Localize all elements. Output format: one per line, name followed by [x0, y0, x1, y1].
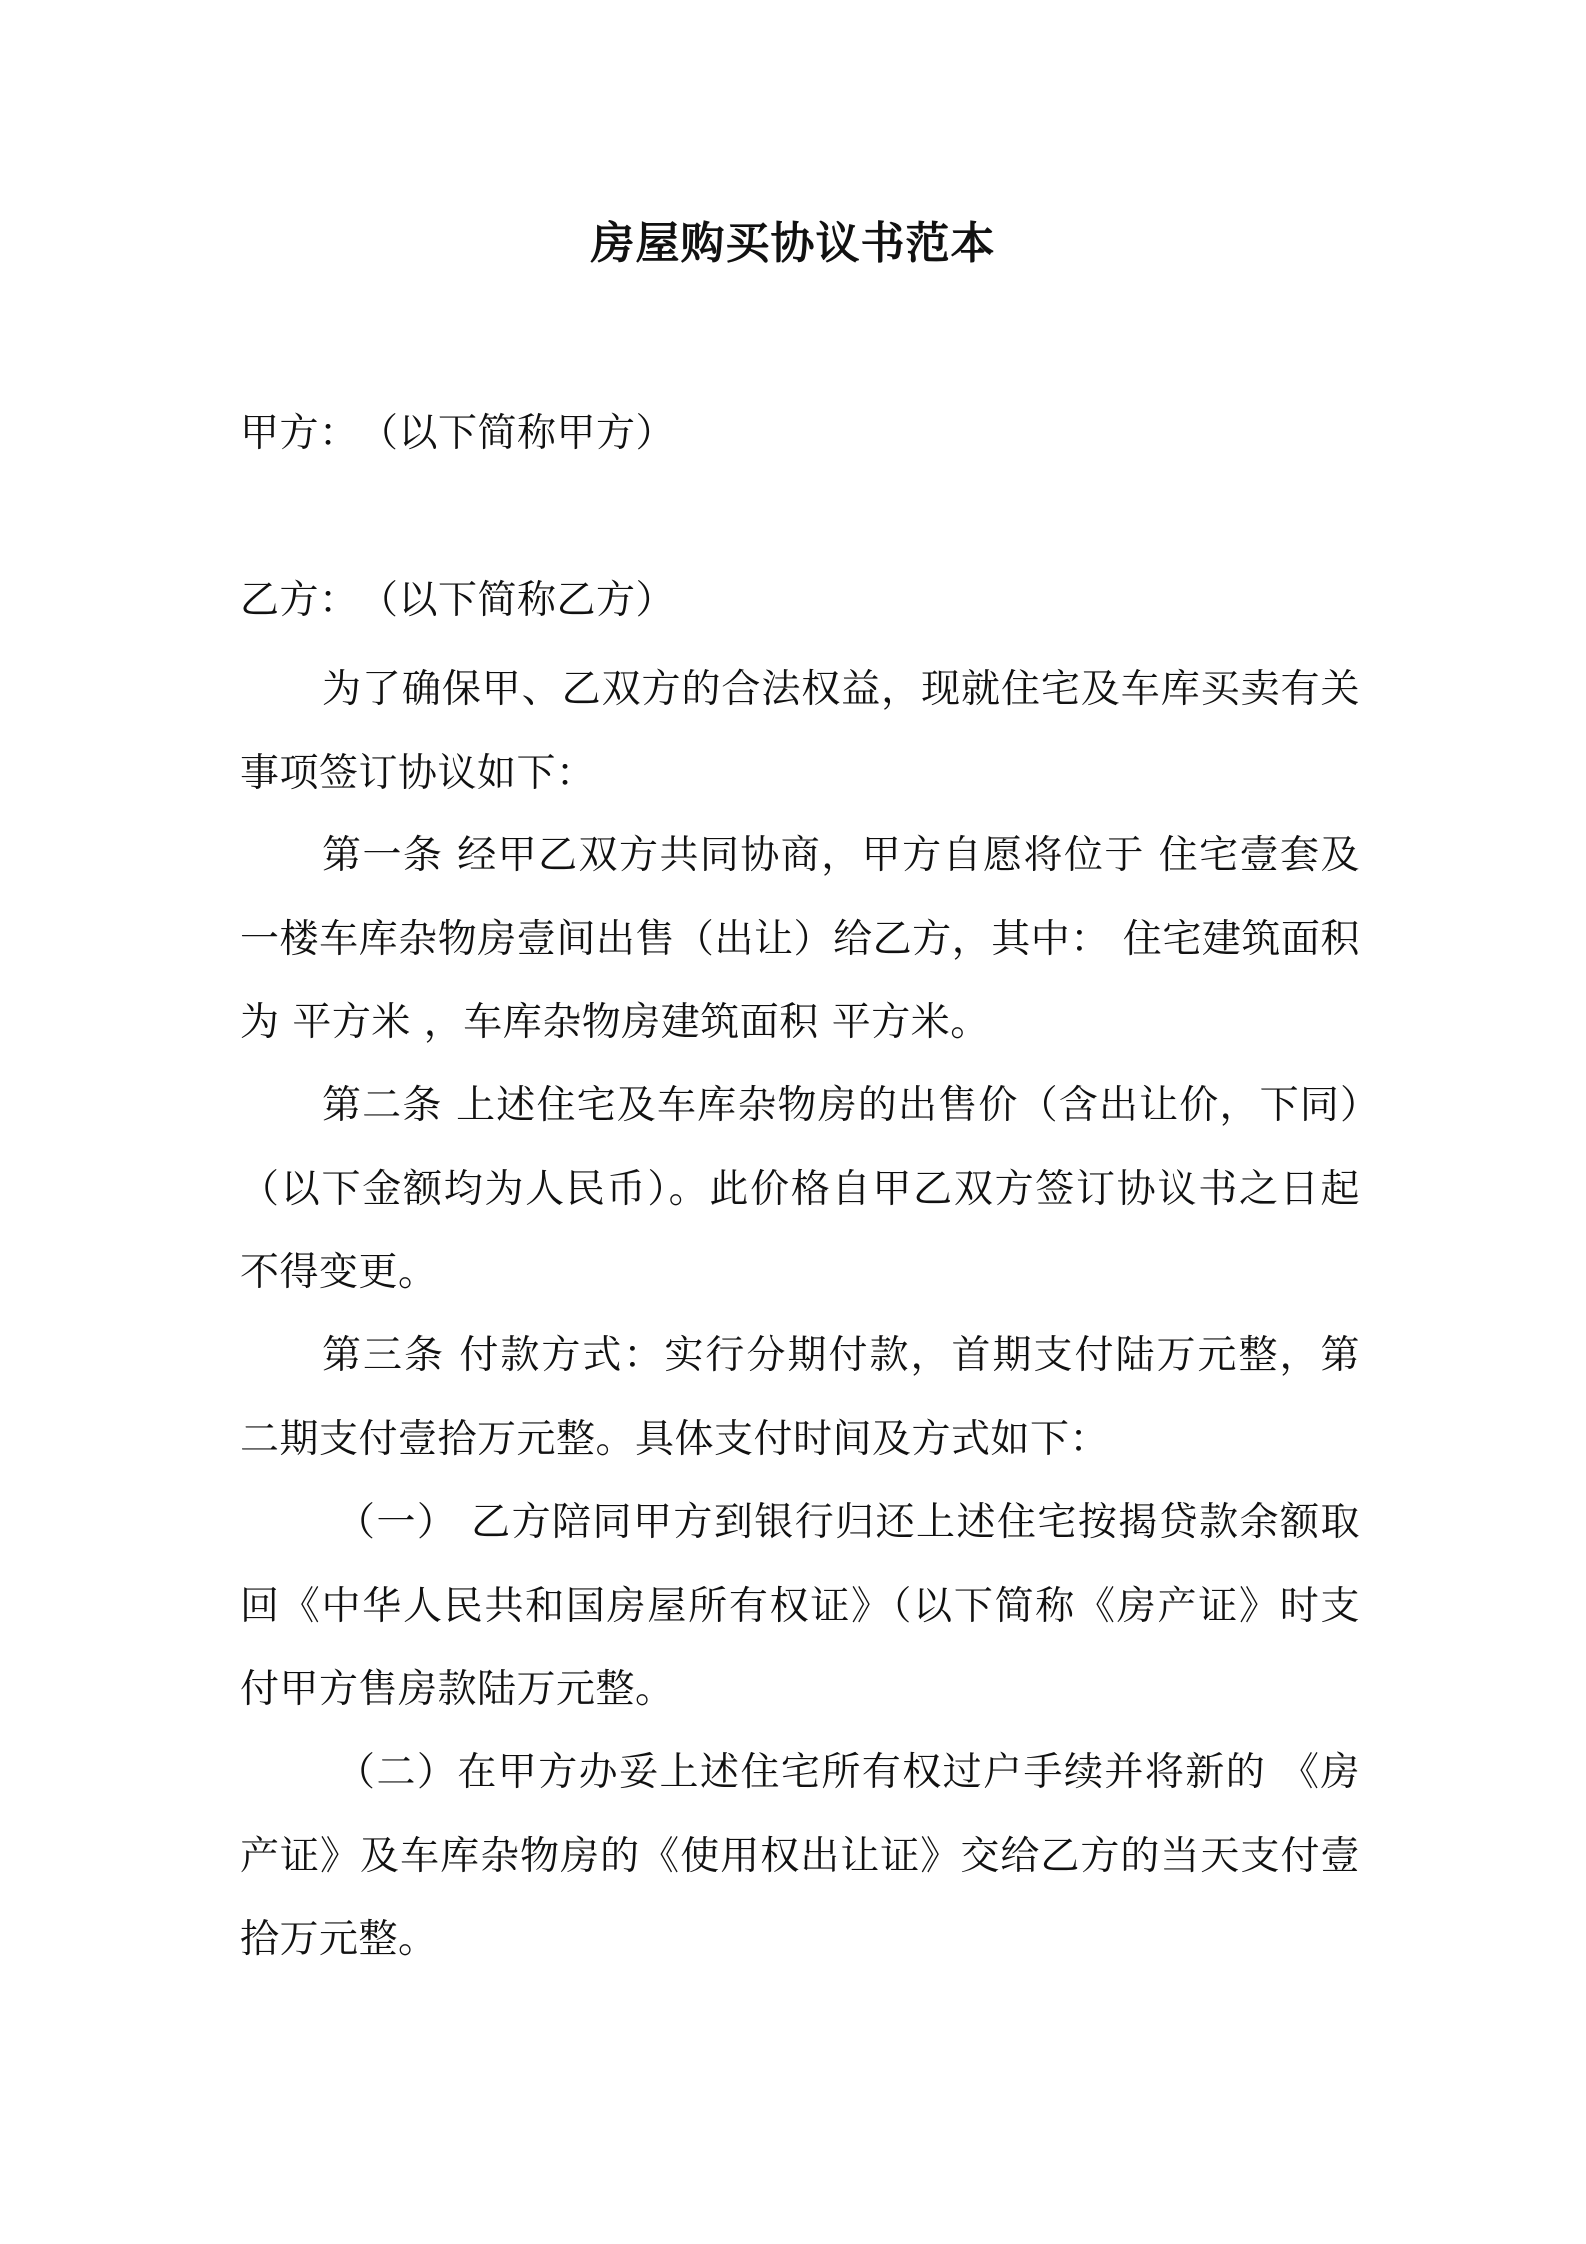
article-3-item-2-paragraph: （二）在甲方办妥上述住宅所有权过户手续并将新的 《房产证》及车库杂物房的《使用权出让证》交给乙方的当天支付壹拾万元整。	[240, 1750, 1360, 1962]
article-3-paragraph: 第三条 付款方式：实行分期付款，首期支付陆万元整，第二期支付壹拾万元整。具体支付时间及方式如下：	[240, 1333, 1360, 1462]
article-2-paragraph: 第二条 上述住宅及车库杂物房的出售价（含出让价，下同）（以下金额均为人民币）。此价格自甲乙双方签订协议书之日起不得变更。	[240, 1083, 1360, 1295]
article-3-item-1-paragraph: （一） 乙方陪同甲方到银行归还上述住宅按揭贷款余额取回《中华人民共和国房屋所有权证》（以下简称《房产证》时支付甲方售房款陆万元整。	[240, 1500, 1360, 1712]
party-a-line: 甲方： （以下简称甲方）	[240, 411, 676, 456]
intro-paragraph: 为了确保甲、乙双方的合法权益，现就住宅及车库买卖有关事项签订协议如下：	[240, 667, 1360, 796]
party-b-line: 乙方： （以下简称乙方）	[240, 578, 676, 623]
article-1-paragraph: 第一条 经甲乙双方共同协商，甲方自愿将位于 住宅壹套及一楼车库杂物房壹间出售（出让）给乙方，其中： 住宅建筑面积为 平方米 ，车库杂物房建筑面积 平方米。	[240, 833, 1360, 1045]
document-title: 房屋购买协议书范本	[590, 218, 996, 269]
